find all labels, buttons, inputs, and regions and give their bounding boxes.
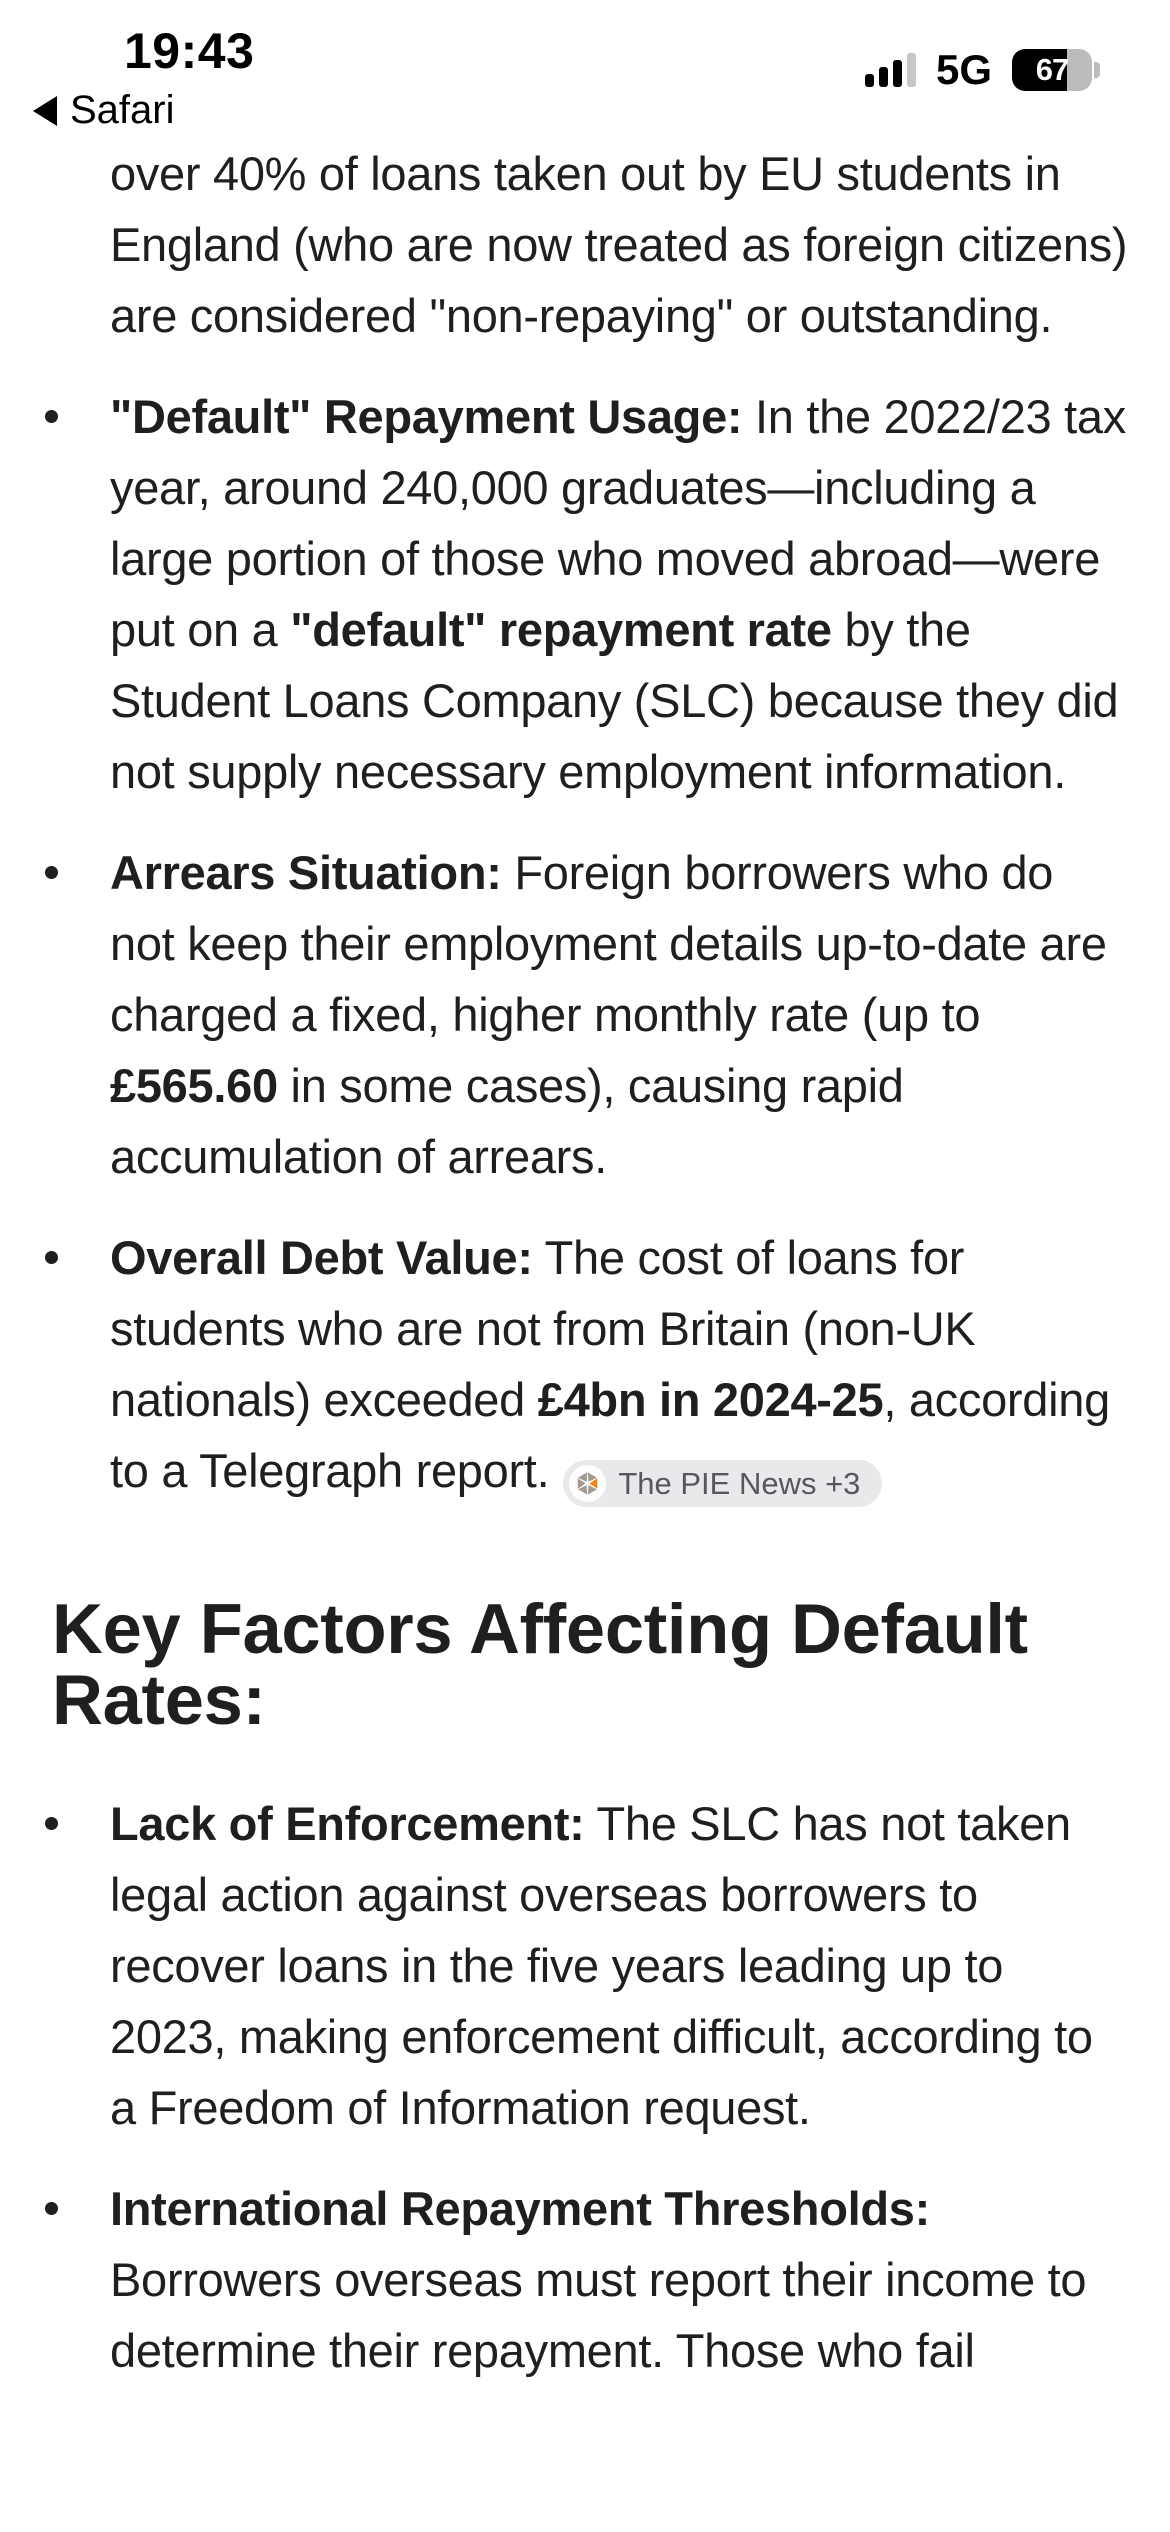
status-icons (865, 46, 1100, 94)
battery-nub (1094, 62, 1100, 78)
bullet-dot (45, 410, 58, 423)
bullet-text: Lack of Enforcement: The SLC has not taken legal action against overseas borrowers to recover loans in the five years leading up to 2023, making enforcement difficult, according to a Freedom of Information request. (110, 1797, 1093, 2134)
pie-news-logo-icon (569, 1465, 606, 1502)
bullet-dot (45, 1251, 58, 1264)
list-item (0, 1222, 1128, 1507)
bullet-dot (45, 1817, 58, 1830)
battery-icon (1012, 49, 1100, 91)
back-link-label: Safari (70, 88, 175, 132)
bullet-text: International Repayment Thresholds: Borrowers overseas must report their income to determine their repayment. Those who fail (110, 2182, 1087, 2377)
cellular-signal-icon (865, 53, 916, 87)
intro-paragraph: over 40% of loans taken out by EU students in England (who are now treated as foreign citizens) are considered "non-repaying" or outstanding. (110, 147, 1128, 342)
bullet-list-statistics (0, 381, 1128, 1507)
citation-label: The PIE News +3 (618, 1466, 861, 1501)
section-heading: Key Factors Affecting Default Rates: (52, 1589, 1028, 1739)
back-to-safari-link[interactable] (33, 88, 175, 133)
bullet-text: "Default" Repayment Usage: In the 2022/23 tax year, around 240,000 graduates—including a large portion of those who moved abroad—were put on a "default" repayment rate by the Student Loans Company (SLC) because they did not supply necessary employment information. (110, 390, 1126, 798)
bullet-text: Arrears Situation: Foreign borrowers who do not keep their employment details up-to-date are charged a fixed, higher monthly rate (up to £565.60 in some cases), causing rapid accumulation of arrears. (110, 846, 1107, 1183)
back-triangle-icon (33, 96, 57, 126)
list-item (0, 2173, 1128, 2386)
bullet-text: Overall Debt Value: The cost of loans for students who are not from Britain (non-UK nationals) exceeded £4bn in 2024-25, according to a Telegraph report. The PIE News +3 (110, 1222, 1128, 1507)
status-time: 19:43 (124, 23, 255, 79)
network-type-label: 5G (935, 46, 992, 93)
citation-chip[interactable] (563, 1460, 882, 1507)
bullet-dot (45, 866, 58, 879)
battery-percent: 67 (1035, 52, 1069, 87)
list-item (0, 381, 1128, 807)
list-item (0, 837, 1128, 1192)
bullet-dot (45, 2202, 58, 2215)
list-item (0, 1788, 1128, 2143)
bullet-list-key-factors (0, 1788, 1128, 2386)
